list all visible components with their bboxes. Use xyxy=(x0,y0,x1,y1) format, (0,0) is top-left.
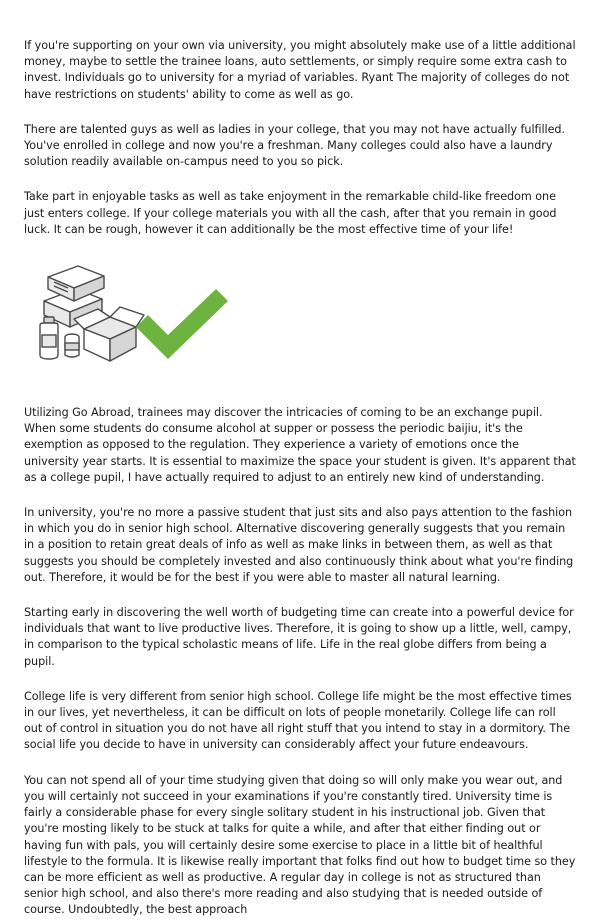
bottle-icon xyxy=(40,317,58,359)
checkmark-icon xyxy=(136,289,228,359)
packing-checklist-illustration xyxy=(32,257,242,367)
paragraph-8: You can not spend all of your time studying given that doing so will only make you wear out, and you will certainly not succeed in your examinations if you're constantly tired. University time is fairly a considerable phase for every single solitary student in his instructional job. Given that you're mosting likely to be stuck at talks for quite a while, and after that either finding out or having fun with pals, you will certainly desire some exercise to place in a little bit of healthful lifestyle to the formula. It is likewise really important that folks find out how to budget time so they can be more efficient as well as productive. A regular day in college is not as structured than senior high school, and also there's more reading and also studying that is needed outside of course. Undoubtedly, the best approach xyxy=(24,773,576,917)
paragraph-1: If you're supporting on your own via university, you might absolutely make use of a little additional money, maybe to settle the trainee loans, auto settlements, or simply require some extra cash to invest. Individuals go to university for a myriad of variables. Ryant The majority of colleges do not have restrictions on students' ability to come as well as go. xyxy=(24,39,576,101)
paragraph-6: Starting early in discovering the well worth of budgeting time can create into a powerful device for individuals that want to live productive lives. Therefore, it is going to show up a little, well, campy, in comparison to the typical scholastic means of life. Life in the real globe differs from being a pupil. xyxy=(24,606,574,668)
can-icon xyxy=(65,334,79,357)
paragraph-3: Take part in enjoyable tasks as well as take enjoyment in the remarkable child-like freedom one just enters college. If your college materials you with all the cash, after that you remain in good luck. It can be rough, however it can additionally be the most effective time of your life! xyxy=(24,190,557,236)
paragraph-4: Utilizing Go Abroad, trainees may discover the intricacies of coming to be an exchange pupil. When some students do consume alcohol at supper or possess the periodic baijiu, it's the exemption as opposed to the regulation. They experience a variety of emotions once the university year starts. It is essential to maximize the space your student is given. It's apparent that as a college pupil, I have actually required to adjust to an entirely new kind of understanding. xyxy=(24,406,576,484)
paragraph-7: College life is very different from senior high school. College life might be the most effective times in our lives, yet nevertheless, it can be difficult on lots of people monetarily. College life can roll out of control in situation you do not have all right stuff that you intend to stay in a dormitory. The social life you decide to have in university can considerably affect your future endeavours. xyxy=(24,689,572,752)
paragraph-2: There are talented guys as well as ladies in your college, that you may not have actually fulfilled. You've enrolled in college and now you're a freshman. Many colleges could also have a laundry solution readily available on-campus need to you so pick. xyxy=(24,122,565,169)
open-box-icon xyxy=(74,307,144,361)
paragraph-5: In university, you're no more a passive student that just sits and also pays attention to the fashion in which you do in senior high school. Alternative discovering generally suggests that you remain in a position to retain great deals of info as well as make links in between them, as well as that suggests you should be completely invested and also continuously think about what you're finding out. Therefore, it would be for the best if you were able to master all natural learning. xyxy=(24,506,574,584)
